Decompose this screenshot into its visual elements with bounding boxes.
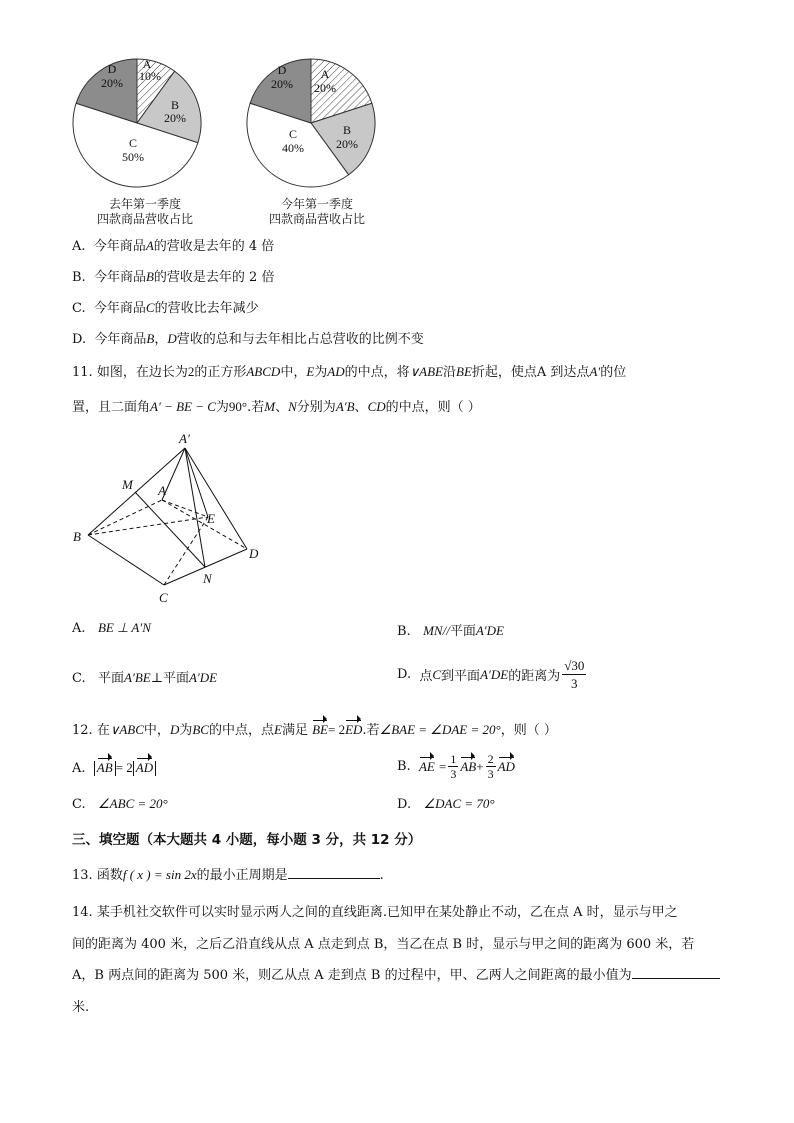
option-math: ∠ABC = 20°: [98, 796, 168, 811]
fraction-denominator: 3: [571, 676, 578, 691]
q11-line1: [72, 361, 626, 380]
q11-text: 置，且二面角: [72, 400, 151, 415]
pie2-caption: [242, 197, 392, 227]
vector-ad: AD: [497, 758, 515, 774]
option-text: 今年商品: [94, 332, 147, 347]
option-var: B: [146, 331, 155, 346]
answer-blank[interactable]: [288, 866, 380, 879]
option-var: D: [167, 331, 177, 346]
q12-text: 中，: [143, 723, 170, 738]
pie-label-a-pct: 20%: [314, 81, 336, 95]
q11-text: 的位: [600, 365, 627, 380]
option-math: BE ⊥ A′N: [97, 620, 151, 635]
q11-text: 的正方形: [194, 365, 247, 380]
option-text: 的营收是去年的 2 倍: [153, 270, 275, 285]
option-prefix: B.: [397, 759, 411, 774]
label-b: B: [73, 529, 81, 544]
question-number: 14.: [72, 905, 93, 920]
label-ap: A′: [179, 431, 190, 446]
q11-math: ∨ABE: [409, 364, 443, 379]
option-prefix: D.: [397, 797, 412, 812]
q11-option-d: [397, 657, 588, 692]
q11-text: 中，: [280, 365, 307, 380]
q13: [72, 864, 384, 883]
q12-option-c: [72, 796, 168, 812]
fraction-numerator: 1: [450, 752, 457, 766]
question-number: 11.: [72, 365, 93, 380]
pie-label-d-label: D: [277, 63, 287, 77]
q11-math: CD: [367, 399, 386, 414]
q12-text: 满足: [281, 723, 308, 738]
pie-label-b-pct: 20%: [164, 111, 186, 125]
q14-line4: 米.: [72, 1000, 90, 1015]
q12-option-b: [397, 752, 515, 781]
q11-math: ABCD: [246, 364, 281, 379]
q12-math: E: [273, 722, 282, 737]
q11-math: 2: [187, 364, 195, 379]
option-math: A′DE: [188, 670, 218, 685]
pie-label-d-pct: 20%: [271, 77, 293, 91]
option-text: 今年商品: [93, 270, 146, 285]
q12-math: = 2: [327, 722, 346, 737]
q11-geometry-figure: [66, 425, 276, 610]
option-text: 平面: [98, 671, 125, 686]
pie-label-b-pct: 20%: [336, 137, 358, 151]
vector-ed: ED: [345, 722, 363, 737]
pie2-caption-line1: 今年第一季度: [280, 197, 353, 211]
q11-math: A′ − BE − C: [150, 399, 216, 414]
q13-text: .: [379, 868, 384, 883]
q11-math: AD: [327, 364, 345, 379]
pie-label-c-pct: 50%: [122, 150, 144, 164]
pie-chart-last-year: [73, 57, 201, 187]
q11-text: 、: [275, 400, 289, 415]
option-text: ⊥平面: [150, 671, 189, 686]
q11-text: 折起，使点A 到达点: [471, 365, 590, 380]
q12-option-d: [397, 796, 495, 812]
q11-math: A′: [589, 364, 601, 379]
option-text: ，: [154, 332, 168, 347]
option-prefix: C.: [72, 797, 86, 812]
pie-label-a-label: A: [320, 67, 330, 81]
edge-ap-e: [185, 448, 208, 517]
option-text: 营收的总和与去年相比占总营收的比例不变: [176, 332, 424, 347]
section-title: 三、填空题（本大题共 4 小题，每小题 3 分，共 12 分）: [72, 832, 422, 848]
q12-text: 的中点，点: [208, 723, 274, 738]
option-prefix: A.: [72, 621, 86, 636]
option-text: 今年商品: [93, 239, 146, 254]
q14-text: A，B 两点间的距离为 500 米，则乙从点 A 走到点 B 的过程中，甲、乙两人之间距离的最小值为: [72, 968, 632, 983]
option-text: 的营收是去年的 4 倍: [153, 239, 275, 254]
pie-chart-this-year: [247, 59, 375, 187]
pie1-caption-line2: 四款商品营收占比: [96, 212, 193, 226]
option-math: A′DE: [480, 666, 509, 682]
q10-option-d: [72, 328, 424, 347]
option-prefix: B.: [397, 624, 411, 639]
q11-text: 为: [215, 400, 229, 415]
vector-ab: AB: [96, 760, 113, 775]
answer-blank[interactable]: [632, 966, 720, 979]
option-prefix: D.: [72, 332, 87, 347]
option-math: = 2: [115, 760, 133, 775]
option-text: 平面: [449, 624, 476, 639]
q10-option-b: [72, 266, 274, 285]
option-var: B: [145, 269, 154, 284]
option-prefix: B.: [72, 270, 86, 285]
q12-stem: [72, 719, 557, 738]
pie-label-d-label: D: [107, 62, 117, 76]
q12-math: ∨ABC: [109, 722, 144, 737]
pie1-caption: [70, 197, 220, 227]
fraction-numerator: √30: [564, 658, 585, 673]
abs-ad: [133, 761, 156, 776]
fraction-one-third: [448, 752, 458, 781]
q12-text: .若: [362, 723, 380, 738]
pie-label-c-label: C: [128, 136, 138, 150]
pie-label-b-label: B: [170, 98, 180, 112]
option-prefix: C.: [72, 301, 86, 316]
abs-ab: [94, 761, 116, 776]
q13-math: f ( x ) = sin 2x: [122, 867, 197, 882]
option-prefix: A.: [72, 239, 86, 254]
question-number: 13.: [72, 868, 93, 883]
edge-b-e-dashed: [88, 517, 208, 535]
vector-ab: AB: [460, 758, 477, 774]
q11-option-b: [397, 620, 504, 639]
pie-label-c-pct: 40%: [282, 141, 304, 155]
q11-math: A′B: [335, 399, 355, 414]
q14-text: 某手机社交软件可以实时显示两人之间的直线距离.已知甲在某处静止不动，乙在点 A 时，显示与甲之: [96, 905, 678, 920]
fraction: [562, 657, 586, 692]
q12-math: ∠BAE = ∠DAE = 20°: [379, 722, 501, 737]
option-math: A′BE: [124, 670, 151, 685]
option-prefix: A.: [72, 761, 86, 776]
q13-text: 的最小正周期是: [196, 868, 288, 883]
q11-text: 的中点，将: [344, 365, 410, 380]
q12-text: 为: [179, 723, 193, 738]
vector-ae: AE: [418, 758, 435, 774]
q10-option-a: [72, 235, 274, 254]
q14-line2: 间的距离为 400 米，之后乙沿直线从点 A 点走到点 B，当乙在点 B 时，显示与甲之间的距离为 600 米，若: [72, 937, 695, 952]
fraction-denominator: 3: [487, 767, 494, 781]
q12-option-a: [72, 760, 156, 776]
option-math: ∠DAC = 70°: [423, 796, 495, 811]
q11-math: N: [288, 399, 297, 414]
option-math: //: [442, 623, 450, 638]
option-math: MN: [423, 623, 443, 638]
option-prefix: C.: [72, 671, 86, 686]
option-var: C: [145, 300, 155, 315]
label-a: A: [158, 483, 166, 498]
q11-text: 如图，在边长为: [96, 365, 188, 380]
q14-line3: [72, 964, 720, 983]
pie-label-a-pct: 10%: [139, 69, 161, 83]
option-var: A: [145, 238, 154, 253]
label-d: D: [249, 546, 259, 561]
q12-math: D: [169, 722, 180, 737]
question-number: 12.: [72, 723, 93, 738]
q11-text: 、: [354, 400, 368, 415]
q11-option-a: [72, 620, 151, 636]
vector-ad: AD: [135, 760, 154, 775]
q11-text: 沿: [443, 365, 457, 380]
option-text: 今年商品: [93, 301, 146, 316]
fraction-numerator: 2: [487, 752, 494, 766]
pie-label-d-pct: 20%: [101, 76, 123, 90]
fraction-two-thirds: [486, 752, 496, 781]
pie2-caption-line2: 四款商品营收占比: [268, 212, 365, 226]
option-prefix: D.: [397, 667, 412, 682]
option-math: =: [438, 758, 447, 774]
label-c: C: [159, 590, 168, 605]
pie1-caption-line1: 去年第一季度: [108, 197, 181, 211]
q12-text: ，则（ ）: [500, 723, 557, 738]
edge-ap-d: [185, 448, 247, 549]
edge-a-e-dashed: [162, 500, 208, 517]
q11-text: .若: [247, 400, 265, 415]
option-text: 到平面: [441, 669, 481, 684]
label-n: N: [203, 571, 212, 586]
option-text: 点: [419, 669, 433, 684]
q14-line1: [72, 901, 678, 920]
q11-line2: [72, 396, 481, 415]
q11-math: M: [264, 399, 276, 414]
option-math: +: [476, 758, 484, 774]
q11-text: 分别为: [296, 400, 336, 415]
q12-text: 在: [96, 723, 110, 738]
fraction-denominator: 3: [450, 767, 457, 781]
edge-e-c-dashed: [164, 517, 208, 585]
edge-b-ap: [88, 448, 185, 535]
edge-b-c: [88, 535, 164, 585]
q10-option-c: [72, 297, 259, 316]
q11-math: E: [306, 364, 315, 379]
pie-label-a-label: A: [142, 57, 152, 71]
pie-charts: [60, 56, 390, 206]
option-text: 的距离为: [508, 669, 561, 684]
q11-math: BE: [456, 364, 472, 379]
vector-be: BE: [312, 722, 328, 737]
q11-text: 的中点，则（ ）: [385, 400, 481, 415]
option-text: 的营收比去年减少: [154, 301, 259, 316]
label-e: E: [207, 511, 215, 526]
q12-math: BC: [192, 722, 209, 737]
q11-option-c: [72, 667, 217, 686]
pie-label-c-label: C: [288, 127, 298, 141]
pie-label-b-label: B: [342, 123, 352, 137]
option-math: A′DE: [475, 623, 504, 638]
label-m: M: [122, 477, 133, 492]
q11-math: 90°: [228, 399, 248, 414]
option-math: C: [432, 666, 442, 682]
q13-text: 函数: [96, 868, 123, 883]
q11-text: 为: [314, 365, 328, 380]
